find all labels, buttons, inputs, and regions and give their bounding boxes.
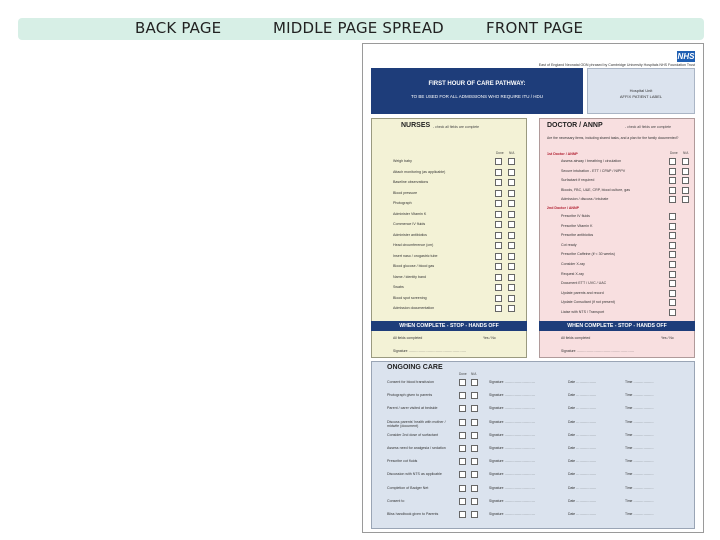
ongoing-na-checkbox[interactable] — [471, 392, 478, 399]
ongoing-na-checkbox[interactable] — [471, 405, 478, 412]
ongoing-item-label: Discussion with NTS as applicable — [387, 472, 442, 477]
nurses-item-label: Blood pressure — [393, 190, 418, 195]
doctor-item-label: Prescribe Caffeine (if < 30 weeks) — [561, 252, 615, 257]
doctor-item-label: Liaise with NTS / Transport — [561, 310, 605, 314]
nurses-done-checkbox[interactable] — [495, 221, 502, 228]
nurses-title: NURSES — [401, 122, 431, 129]
nurses-item-label: Insert naso / orogastric tube — [393, 253, 438, 258]
ongoing-item-label: Photograph given to parents — [387, 393, 433, 398]
pathway-banner — [371, 68, 583, 114]
ongoing-col-done: Done — [459, 372, 467, 376]
ongoing-done-checkbox[interactable] — [459, 432, 466, 439]
ongoing-signature-field[interactable]: Signature ……………………… — [489, 485, 535, 490]
nurses-item-label: Head circumference (cm) — [393, 243, 434, 247]
ongoing-care-panel — [371, 361, 695, 529]
ongoing-na-checkbox[interactable] — [471, 485, 478, 492]
ongoing-time-field[interactable]: Time ……………… — [625, 512, 654, 516]
nurses-done-checkbox[interactable] — [495, 200, 502, 207]
ongoing-time-field[interactable]: Time ……………… — [625, 459, 654, 464]
ongoing-time-field[interactable]: Time ……………… — [625, 432, 654, 437]
ongoing-signature-field[interactable]: Signature ……………………… — [489, 419, 535, 424]
doctor-item-label: Bloods, FBC, U&E, CRP, blood culture, gas — [561, 187, 631, 192]
ongoing-item-label: Discuss parents' health with mother / midwife (document) — [387, 419, 446, 429]
nurses-done-checkbox[interactable] — [495, 232, 502, 239]
ongoing-item-label: Bliss handbook given to Parents — [387, 512, 439, 516]
doctor-done-checkbox[interactable] — [669, 196, 676, 203]
ongoing-date-field[interactable]: Date ……………… — [568, 432, 597, 437]
doctor-done-checkbox[interactable] — [669, 280, 676, 287]
nurses-item-label: Administer Vitamin K — [393, 211, 427, 216]
nurses-done-checkbox[interactable] — [495, 190, 502, 197]
ongoing-time-field[interactable]: Time ……………… — [625, 485, 654, 490]
middle-page-spread-label: MIDDLE PAGE SPREAD — [273, 19, 444, 37]
doctor-note: - check all fields are complete — [625, 125, 672, 129]
ongoing-na-checkbox[interactable] — [471, 445, 478, 452]
ongoing-done-checkbox[interactable] — [459, 458, 466, 465]
nurses-signature-line[interactable]: Signature …………………………………………… — [393, 349, 467, 353]
ongoing-care-title: ONGOING CARE — [387, 364, 443, 371]
banner-title: FIRST HOUR OF CARE PATHWAY: — [428, 81, 526, 87]
ongoing-date-field[interactable]: Date ……………… — [568, 498, 597, 503]
nurses-item-label: Administer antibiotics — [393, 232, 427, 237]
nurses-item-label: Blood spot screening — [393, 295, 427, 300]
ongoing-done-checkbox[interactable] — [459, 471, 466, 478]
ongoing-signature-field[interactable]: Signature ……………………… — [489, 472, 535, 477]
ongoing-done-checkbox[interactable] — [459, 392, 466, 399]
doctor-done-checkbox[interactable] — [669, 187, 676, 194]
doctor-done-checkbox[interactable] — [669, 168, 676, 175]
ongoing-item-label: Prescribe cot fluids — [387, 459, 418, 464]
ongoing-item-label: Consent for blood transfusion — [387, 380, 434, 384]
nurses-item-label: Blood glucose / blood gas — [393, 264, 435, 268]
ongoing-date-field[interactable]: Date ……………… — [568, 485, 597, 490]
ongoing-date-field[interactable]: Date ……………… — [568, 419, 597, 424]
nurses-done-checkbox[interactable] — [495, 274, 502, 281]
patient-label-text: AFFIX PATIENT LABEL — [619, 94, 663, 99]
nurses-na-checkbox[interactable] — [508, 263, 515, 270]
doctor-item-label: Secure intubation - ETT / CPAP / NIPPV — [561, 168, 626, 173]
doctor-done-checkbox[interactable] — [669, 251, 676, 258]
ongoing-done-checkbox[interactable] — [459, 379, 466, 386]
banner-subtitle: TO BE USED FOR ALL ADMISSIONS WHO REQUIRE ITU / HDU — [410, 94, 544, 99]
ongoing-date-field[interactable]: Date ……………… — [568, 446, 597, 450]
nurses-all-fields-label: All fields completed — [393, 336, 423, 340]
doctor-title: DOCTOR / ANNP — [547, 122, 603, 129]
nurses-na-checkbox[interactable] — [508, 253, 515, 260]
ongoing-date-field[interactable]: Date ……………… — [568, 459, 597, 464]
ongoing-na-checkbox[interactable] — [471, 498, 478, 505]
ongoing-na-checkbox[interactable] — [471, 379, 478, 386]
ongoing-done-checkbox[interactable] — [459, 419, 466, 426]
nurses-item-label: Weigh baby — [393, 159, 412, 163]
nurses-col-done: Done — [496, 151, 504, 155]
nurses-na-checkbox[interactable] — [508, 242, 515, 249]
doctor-done-checkbox[interactable] — [669, 213, 676, 220]
doctor-na-checkbox[interactable] — [682, 196, 689, 203]
ongoing-na-checkbox[interactable] — [471, 471, 478, 478]
patient-unit-text: Hospital Unit — [629, 88, 653, 93]
nhs-logo: NHS — [677, 52, 695, 61]
doctor-item-label: Document ETT / UVC / UAC — [561, 281, 607, 286]
trust-line: East of England Neonatal ODN phrased by Cambridge University Hospitals NHS Foundation Trust — [538, 63, 695, 67]
nurses-item-label: Name / identity band — [393, 274, 426, 279]
nurses-done-checkbox[interactable] — [495, 263, 502, 270]
doctor-done-checkbox[interactable] — [669, 242, 676, 249]
doctor-na-checkbox[interactable] — [682, 177, 689, 184]
doctor-intro: Are the necessary items, including shared tasks, and a plan for the family documented? — [547, 136, 679, 140]
nurses-na-checkbox[interactable] — [508, 284, 515, 291]
doctor-group-first: 1st Doctor / ANNP — [547, 152, 578, 156]
ongoing-done-checkbox[interactable] — [459, 405, 466, 412]
nurses-when-complete: WHEN COMPLETE - STOP - HANDS OFF — [371, 321, 527, 331]
nurses-item-label: Swabs — [393, 285, 404, 289]
doctor-col-na: N/A — [683, 151, 689, 155]
nurses-done-checkbox[interactable] — [495, 242, 502, 249]
doctor-done-checkbox[interactable] — [669, 309, 676, 316]
ongoing-signature-field[interactable]: Signature ……………………… — [489, 432, 535, 437]
nurses-item-label: Commence IV fluids — [393, 222, 426, 226]
ongoing-time-field[interactable]: Time ……………… — [625, 406, 654, 411]
ongoing-time-field[interactable]: Time ……………… — [625, 393, 654, 398]
ongoing-item-label: Completion of Badger Net — [387, 485, 429, 490]
nurses-na-checkbox[interactable] — [508, 232, 515, 239]
ongoing-signature-field[interactable]: Signature ……………………… — [489, 459, 535, 464]
doctor-done-checkbox[interactable] — [669, 177, 676, 184]
nurses-na-checkbox[interactable] — [508, 158, 515, 165]
ongoing-time-field[interactable]: Time ……………… — [625, 498, 654, 503]
doctor-item-label: Assess airway / breathing / circulation — [561, 159, 622, 163]
nurses-done-checkbox[interactable] — [495, 211, 502, 218]
nurses-done-checkbox[interactable] — [495, 169, 502, 176]
front-page-label: FRONT PAGE — [486, 19, 584, 37]
doctor-na-checkbox[interactable] — [682, 168, 689, 175]
ongoing-date-field[interactable]: Date ……………… — [568, 512, 597, 516]
doctor-item-label: Update Consultant (if not present) — [561, 300, 615, 305]
ongoing-time-field[interactable]: Time ……………… — [625, 472, 654, 477]
nurses-na-checkbox[interactable] — [508, 221, 515, 228]
ongoing-signature-field[interactable]: Signature ……………………… — [489, 406, 535, 411]
doctor-item-label: Prescribe antibiotics — [561, 233, 594, 238]
ongoing-time-field[interactable]: Time ……………… — [625, 380, 654, 384]
doctor-item-label: Cot ready — [561, 242, 577, 247]
ongoing-time-field[interactable]: Time ……………… — [625, 419, 654, 424]
doctor-col-done: Done — [670, 151, 678, 155]
ongoing-date-field[interactable]: Date ……………… — [568, 393, 597, 398]
nurses-col-na: N/A — [509, 151, 515, 155]
ongoing-item-label: Consider 2nd dose of surfactant — [387, 432, 438, 437]
ongoing-na-checkbox[interactable] — [471, 419, 478, 426]
ongoing-signature-field[interactable]: Signature ……………………… — [489, 393, 535, 398]
doctor-all-fields-label: All fields completed — [561, 336, 591, 340]
nurses-done-checkbox[interactable] — [495, 179, 502, 186]
ongoing-na-checkbox[interactable] — [471, 432, 478, 439]
nurses-na-checkbox[interactable] — [508, 295, 515, 302]
ongoing-item-label: Assess need for analgesia / sedation — [387, 446, 446, 450]
ongoing-date-field[interactable]: Date ……………… — [568, 380, 597, 384]
ongoing-signature-field[interactable]: Signature ……………………… — [489, 380, 535, 384]
back-page-label: BACK PAGE — [135, 19, 222, 37]
nurses-done-checkbox[interactable] — [495, 295, 502, 302]
ongoing-date-field[interactable]: Date ……………… — [568, 406, 597, 411]
ongoing-time-field[interactable]: Time ……………… — [625, 446, 654, 450]
nurses-done-checkbox[interactable] — [495, 305, 502, 312]
nurses-note: - check all fields are complete — [433, 125, 480, 129]
nurses-na-checkbox[interactable] — [508, 179, 515, 186]
ongoing-na-checkbox[interactable] — [471, 511, 478, 518]
nurses-na-checkbox[interactable] — [508, 200, 515, 207]
doctor-item-label: Consider X-ray — [561, 262, 585, 266]
ongoing-done-checkbox[interactable] — [459, 485, 466, 492]
nurses-item-label: Photograph — [393, 201, 412, 205]
ongoing-done-checkbox[interactable] — [459, 511, 466, 518]
nurses-na-checkbox[interactable] — [508, 211, 515, 218]
doctor-group-second: 2nd Doctor / ANNP — [547, 206, 580, 210]
nurses-item-label: Attach monitoring (as applicable) — [393, 169, 446, 174]
ongoing-col-na: N/A — [471, 372, 477, 376]
nurses-na-checkbox[interactable] — [508, 274, 515, 281]
doctor-done-checkbox[interactable] — [669, 261, 676, 268]
doctor-done-checkbox[interactable] — [669, 223, 676, 230]
nurses-done-checkbox[interactable] — [495, 284, 502, 291]
doctor-item-label: Surfactant if required — [561, 178, 595, 182]
doctor-done-checkbox[interactable] — [669, 299, 676, 306]
ongoing-done-checkbox[interactable] — [459, 445, 466, 452]
doctor-item-label: Update parents and record — [561, 290, 604, 295]
ongoing-signature-field[interactable]: Signature ……………………… — [489, 512, 535, 516]
doctor-done-checkbox[interactable] — [669, 232, 676, 239]
nurses-na-checkbox[interactable] — [508, 190, 515, 197]
doctor-item-label: Prescribe IV fluids — [561, 214, 590, 218]
ongoing-item-label: Parent / carer visited at bedside — [387, 406, 438, 411]
doctor-done-checkbox[interactable] — [669, 158, 676, 165]
ongoing-done-checkbox[interactable] — [459, 498, 466, 505]
nurses-item-label: Admission documentation — [393, 306, 435, 310]
front-page-form — [362, 43, 704, 533]
doctor-when-complete: WHEN COMPLETE - STOP - HANDS OFF — [539, 321, 695, 331]
nurses-na-checkbox[interactable] — [508, 305, 515, 312]
ongoing-signature-field[interactable]: Signature ……………………… — [489, 498, 535, 503]
ongoing-signature-field[interactable]: Signature ……………………… — [489, 446, 535, 450]
nurses-yes-no: Yes / No — [483, 336, 496, 340]
doctor-na-checkbox[interactable] — [682, 187, 689, 194]
doctor-done-checkbox[interactable] — [669, 290, 676, 297]
doctor-item-label: Admission / discuss / intubate — [561, 197, 609, 201]
doctor-yes-no: Yes / No — [661, 336, 674, 340]
ongoing-item-label: Consent to — [387, 498, 405, 503]
doctor-na-checkbox[interactable] — [682, 158, 689, 165]
doctor-item-label: Prescribe Vitamin K — [561, 223, 593, 228]
nurses-done-checkbox[interactable] — [495, 253, 502, 260]
doctor-signature-line[interactable]: Signature …………………………………………… — [561, 349, 635, 353]
doctor-item-label: Request X-ray — [561, 271, 584, 276]
nurses-na-checkbox[interactable] — [508, 169, 515, 176]
ongoing-na-checkbox[interactable] — [471, 458, 478, 465]
nurses-item-label: Baseline observations — [393, 180, 429, 184]
nurses-done-checkbox[interactable] — [495, 158, 502, 165]
doctor-done-checkbox[interactable] — [669, 271, 676, 278]
ongoing-date-field[interactable]: Date ……………… — [568, 472, 597, 477]
